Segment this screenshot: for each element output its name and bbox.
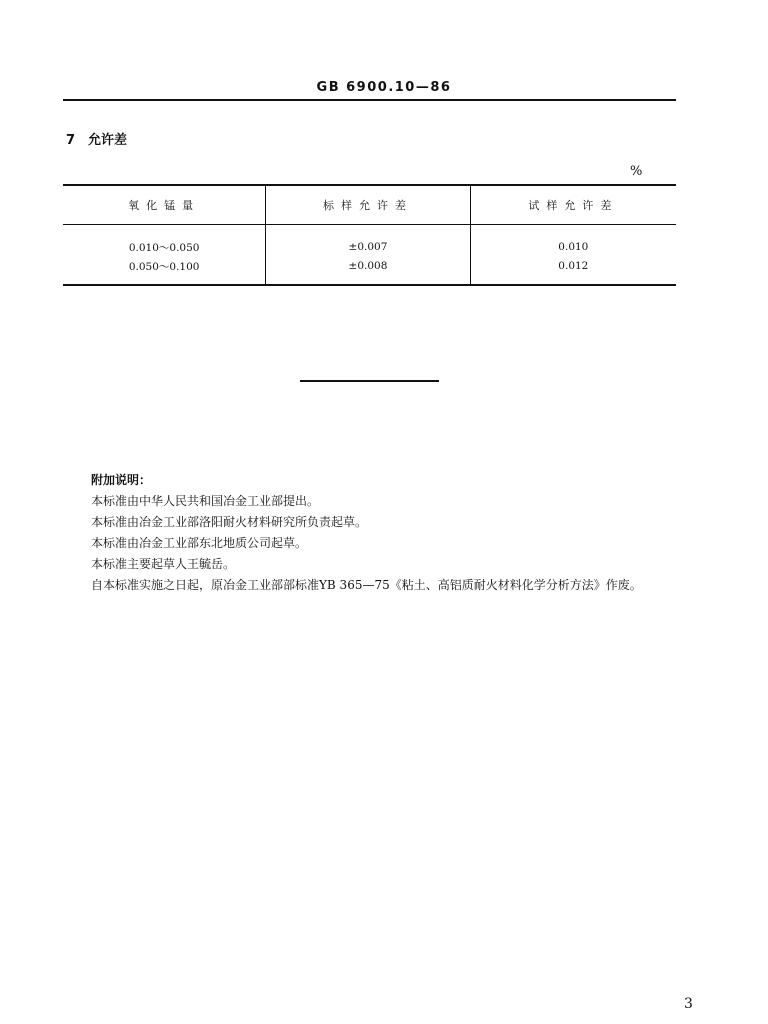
- table-cell-sample-tolerance: 0.012: [558, 260, 589, 272]
- table-unit-label: %: [630, 164, 643, 179]
- table-cell-range: 0.010～0.050: [63, 224, 266, 257]
- notes-line-drafter: 本标准由冶金工业部东北地质公司起草。: [91, 536, 308, 550]
- section-number: 7: [66, 133, 76, 148]
- header-rule: [63, 99, 676, 101]
- notes-line-main-drafter: 本标准主要起草人王毓岳。: [91, 557, 236, 571]
- supplementary-notes: [63, 470, 683, 596]
- column-header-sample-tolerance: 试样允许差: [528, 198, 619, 212]
- standard-code-header: GB 6900.10—86: [316, 80, 452, 95]
- column-header-mno-content: 氧化锰量: [63, 185, 266, 224]
- notes-line-responsible-drafter: 本标准由冶金工业部洛阳耐火材料研究所负责起草。: [91, 515, 368, 529]
- notes-supersedes-paragraph: 自本标准实施之日起，原冶金工业部部标准YB 365—75《粘土、高铝质耐火材料化学分析方法》作废。: [91, 578, 642, 592]
- tolerance-table-wrapper: [63, 184, 676, 286]
- table-row: [63, 257, 676, 285]
- end-of-text-rule: [300, 380, 439, 382]
- table-cell-standard-tolerance: ±0.007: [266, 224, 470, 257]
- section-heading: [66, 129, 127, 148]
- notes-line-proposer: 本标准由中华人民共和国冶金工业部提出。: [91, 494, 320, 508]
- page-number: 3: [684, 996, 693, 1012]
- table-cell-range: 0.050～0.100: [63, 257, 266, 285]
- section-title: 允许差: [88, 133, 128, 148]
- tolerance-table: [63, 184, 676, 286]
- table-cell-sample-tolerance: 0.010: [558, 241, 589, 253]
- notes-title: 附加说明：: [91, 473, 152, 487]
- column-header-standard-tolerance: 标样允许差: [266, 185, 470, 224]
- table-cell-standard-tolerance: ±0.008: [266, 257, 470, 285]
- table-row: [63, 224, 676, 257]
- table-header-row: [63, 185, 676, 224]
